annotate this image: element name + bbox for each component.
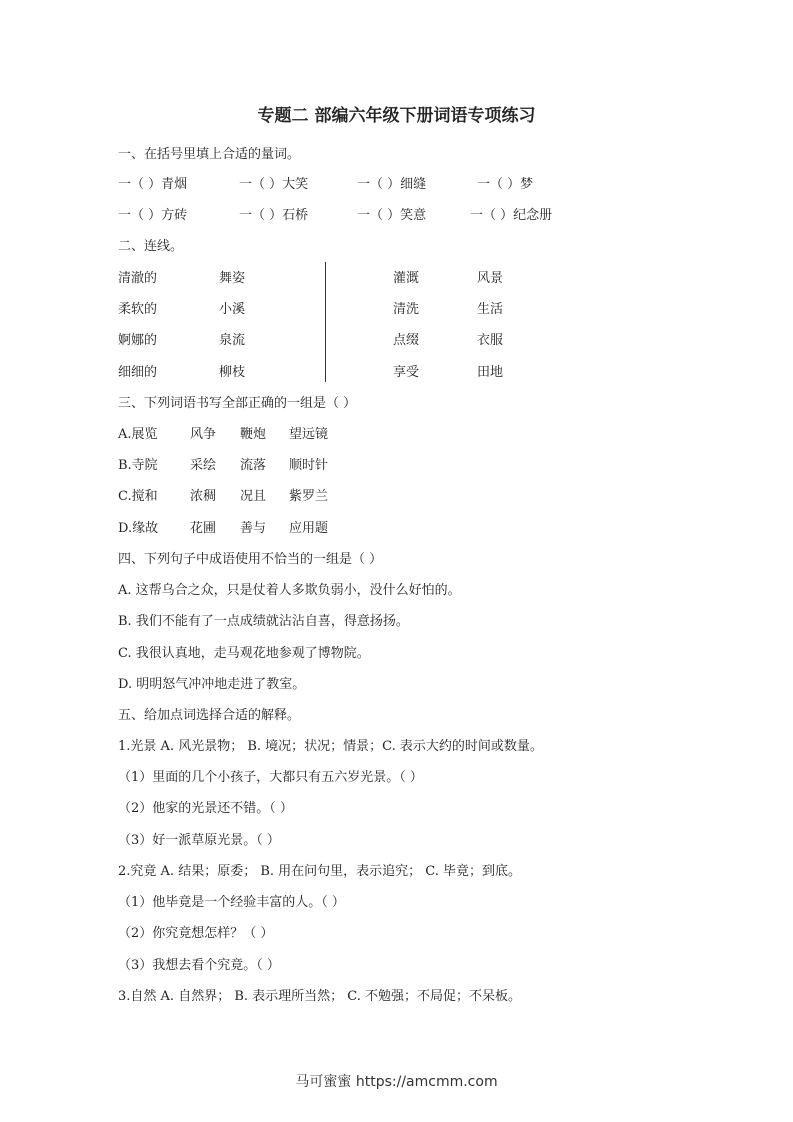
word-definition: 2.究竟 A. 结果；原委； B. 用在问句里，表示追究； C. 毕竟；到底。 xyxy=(118,864,522,879)
option-word: D.缘故 xyxy=(118,521,159,536)
measure-item: 一（ ）笑意 xyxy=(357,208,427,223)
option-word: 花圃 xyxy=(190,521,217,536)
measure-item: 一（ ）大笑 xyxy=(239,177,309,192)
match-word: 泉流 xyxy=(219,333,246,348)
site-footer: 马可蜜蜜 https://amcmm.com xyxy=(295,1074,498,1090)
section4-heading: 四、下列句子中成语使用不恰当的一组是（ ） xyxy=(118,552,383,567)
sub-question: （2）你究竟想怎样？（ ） xyxy=(118,926,274,941)
measure-item: 一（ ）青烟 xyxy=(118,177,188,192)
sentence-option: A. 这帮乌合之众，只是仗着人多欺负弱小，没什么好怕的。 xyxy=(118,583,461,598)
matching-divider xyxy=(325,262,326,382)
section1-heading: 一、在括号里填上合适的量词。 xyxy=(118,147,301,162)
sub-question: （1）他毕竟是一个经验丰富的人。（ ） xyxy=(118,895,345,910)
section2-heading: 二、连线。 xyxy=(118,239,184,254)
option-word: 况且 xyxy=(240,489,267,504)
option-word: 浓稠 xyxy=(190,489,217,504)
measure-item: 一（ ）细缝 xyxy=(357,177,427,192)
section3-heading: 三、下列词语书写全部正确的一组是（ ） xyxy=(118,396,357,411)
measure-item: 一（ ）梦 xyxy=(477,177,534,192)
match-word: 细细的 xyxy=(118,365,158,380)
sub-question: （1）里面的几个小孩子，大都只有五六岁光景。（ ） xyxy=(118,770,423,785)
sentence-option: B. 我们不能有了一点成绩就沾沾自喜，得意扬扬。 xyxy=(118,614,409,629)
option-word: 风争 xyxy=(190,427,217,442)
match-word: 风景 xyxy=(477,271,504,286)
match-word: 舞姿 xyxy=(219,271,246,286)
sub-question: （2）他家的光景还不错。（ ） xyxy=(118,801,293,816)
option-word: A.展览 xyxy=(118,427,158,442)
match-word: 小溪 xyxy=(219,302,246,317)
word-definition: 3.自然 A. 自然界； B. 表示理所当然； C. 不勉强；不局促；不呆板。 xyxy=(118,989,522,1004)
word-definition: 1.光景 A. 风光景物； B. 境况；状况；情景；C. 表示大约的时间或数量。 xyxy=(118,739,543,754)
measure-item: 一（ ）方砖 xyxy=(118,208,188,223)
option-word: B.寺院 xyxy=(118,458,158,473)
sentence-option: C. 我很认真地，走马观花地参观了博物院。 xyxy=(118,646,370,661)
option-word: 紫罗兰 xyxy=(289,489,329,504)
sub-question: （3）好一派草原光景。（ ） xyxy=(118,833,280,848)
match-word: 享受 xyxy=(393,365,420,380)
option-word: 善与 xyxy=(240,521,267,536)
option-word: 望远镜 xyxy=(289,427,329,442)
section5-heading: 五、给加点词选择合适的解释。 xyxy=(118,708,301,723)
match-word: 婀娜的 xyxy=(118,333,158,348)
match-word: 灌溉 xyxy=(393,271,420,286)
option-word: 应用题 xyxy=(289,521,329,536)
option-word: 流落 xyxy=(240,458,267,473)
match-word: 点缀 xyxy=(393,333,420,348)
match-word: 柔软的 xyxy=(118,302,158,317)
match-word: 清澈的 xyxy=(118,271,158,286)
sub-question: （3）我想去看个究竟。（ ） xyxy=(118,958,280,973)
match-word: 衣服 xyxy=(477,333,504,348)
option-word: 顺时针 xyxy=(289,458,329,473)
match-word: 清洗 xyxy=(393,302,420,317)
match-word: 生活 xyxy=(477,302,504,317)
match-word: 柳枝 xyxy=(219,365,246,380)
sentence-option: D. 明明怒气冲冲地走进了教室。 xyxy=(118,677,306,692)
option-word: 鞭炮 xyxy=(240,427,267,442)
page-title: 专题二 部编六年级下册词语专项练习 xyxy=(257,106,536,126)
match-word: 田地 xyxy=(477,365,504,380)
measure-item: 一（ ）石桥 xyxy=(239,208,309,223)
option-word: C.搅和 xyxy=(118,489,158,504)
measure-item: 一（ ）纪念册 xyxy=(470,208,553,223)
option-word: 采绘 xyxy=(190,458,217,473)
